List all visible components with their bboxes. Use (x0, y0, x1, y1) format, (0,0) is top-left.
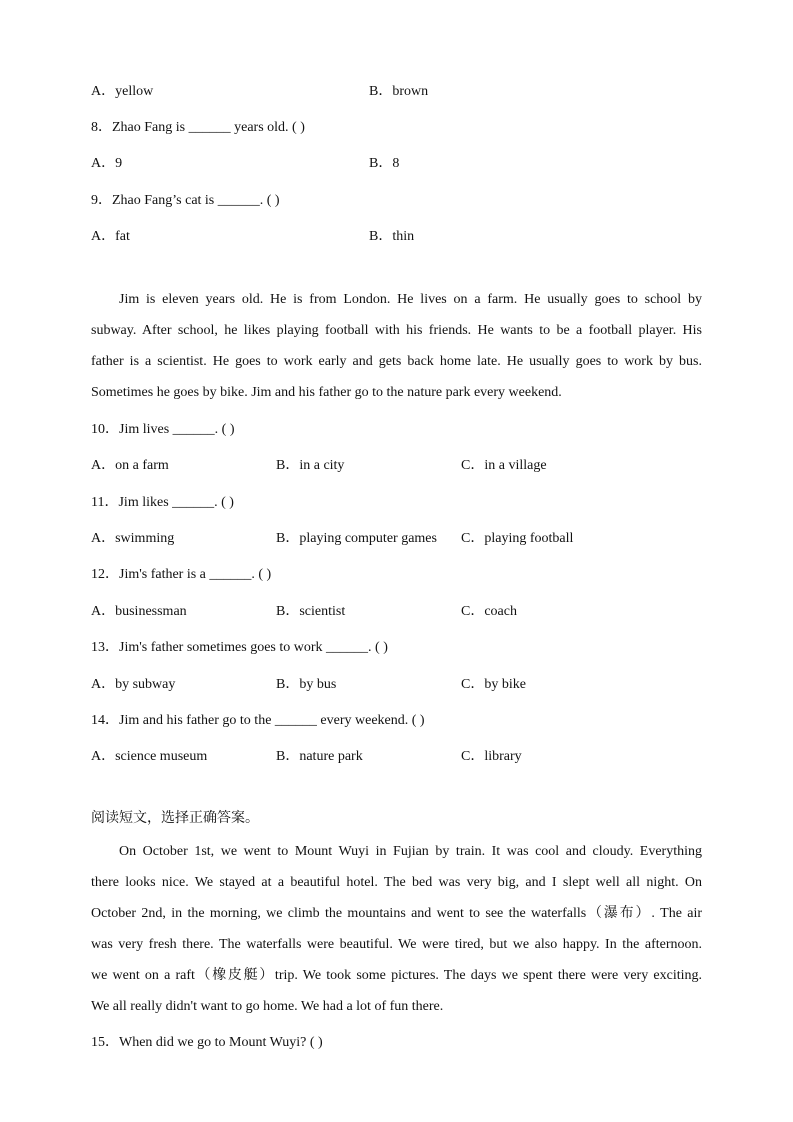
passage-wuyi-line: On October 1st, we went to Mount Wuyi in Fujian by train. It was cool and cloudy. Everything (119, 844, 702, 859)
passage-wuyi-line: October 2nd, in the morning, we climb the mountains and went to see the waterfalls（瀑布）. The air (91, 906, 702, 921)
passage-wuyi-line: We all really didn't want to go home. We had a lot of fun there. (91, 999, 444, 1014)
q11-option-a: A．swimming (91, 531, 175, 546)
q10-option-b: B．in a city (276, 458, 345, 473)
q14-option-b: B．nature park (276, 749, 363, 764)
passage-wuyi-line: was very fresh there. The waterfalls were beautiful. We were tired, but we also happy. In the afternoon. (91, 937, 702, 952)
q11-option-c: C．playing football (461, 531, 574, 546)
q12-option-a: A．businessman (91, 604, 187, 619)
q12-option-b: B．scientist (276, 604, 346, 619)
q8-option-a: A．9 (91, 156, 123, 171)
question-10: 10．Jim lives ______. ( ) (91, 422, 235, 437)
question-8: 8．Zhao Fang is ______ years old. ( ) (91, 120, 305, 135)
passage-wuyi-line: we went on a raft（橡皮艇）trip. We took some pictures. The days we spent there were very exciting. (91, 968, 702, 983)
question-15: 15．When did we go to Mount Wuyi? ( ) (91, 1035, 323, 1050)
passage-jim-line: Sometimes he goes by bike. Jim and his father go to the nature park every weekend. (91, 385, 562, 400)
passage-jim (91, 284, 702, 408)
passage-wuyi-line: there looks nice. We stayed at a beautiful hotel. The bed was very big, and I slept well all night. On (91, 875, 702, 890)
q7-option-b: B．brown (369, 84, 429, 99)
passage-jim-line: father is a scientist. He goes to work early and gets back home late. He usually goes to work by bus. (91, 354, 702, 369)
q10-option-c: C．in a village (461, 458, 547, 473)
passage-mount-wuyi (91, 836, 702, 1022)
q7-option-a: A．yellow (91, 84, 154, 99)
question-11: 11．Jim likes ______. ( ) (91, 495, 234, 510)
question-12: 12．Jim's father is a ______. ( ) (91, 567, 272, 582)
q9-option-b: B．thin (369, 229, 415, 244)
q12-option-c: C．coach (461, 604, 517, 619)
q14-option-c: C．library (461, 749, 522, 764)
q11-option-b: B．playing computer games (276, 531, 437, 546)
q14-option-a: A．science museum (91, 749, 208, 764)
question-13: 13．Jim's father sometimes goes to work ______. ( ) (91, 640, 388, 655)
passage-jim-line: subway. After school, he likes playing football with his friends. He wants to be a football player. His (91, 323, 702, 338)
q9-option-a: A．fat (91, 229, 130, 244)
q13-option-a: A．by subway (91, 677, 176, 692)
passage-jim-line: Jim is eleven years old. He is from London. He lives on a farm. He usually goes to school by (119, 292, 702, 307)
question-14: 14．Jim and his father go to the ______ every weekend. ( ) (91, 713, 425, 728)
q10-option-a: A．on a farm (91, 458, 169, 473)
q8-option-b: B．8 (369, 156, 400, 171)
question-9: 9．Zhao Fang’s cat is ______. ( ) (91, 193, 280, 208)
section-instruction: 阅读短文，选择正确答案。 (91, 811, 259, 826)
q13-option-c: C．by bike (461, 677, 526, 692)
q13-option-b: B．by bus (276, 677, 337, 692)
